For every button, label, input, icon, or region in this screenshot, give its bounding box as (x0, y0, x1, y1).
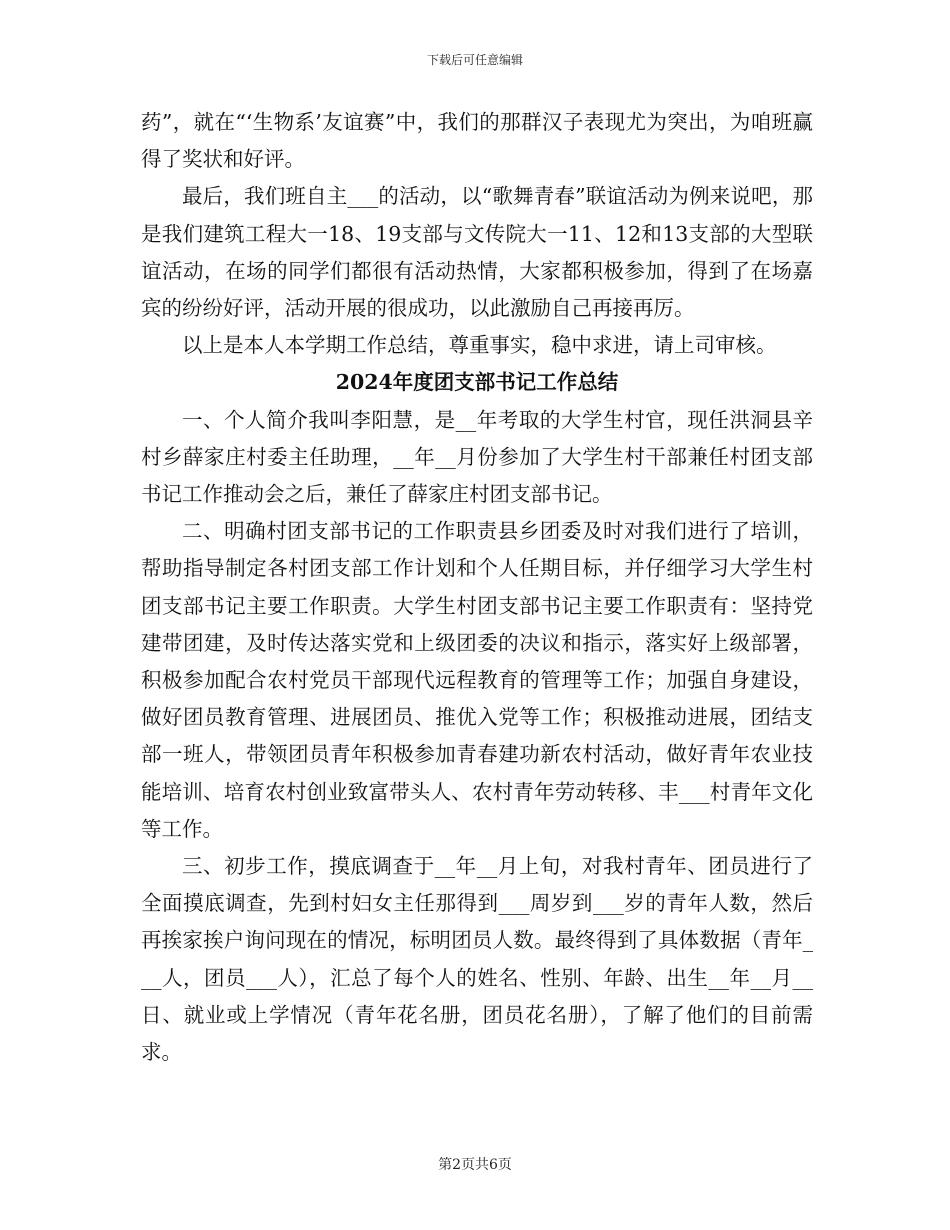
paragraph-continuation: 药”，就在“‘生物系’友谊赛”中，我们的那群汉子表现尤为突出，为咱班赢得了奖状和好评。 (141, 110, 813, 172)
page-header: 下载后可任意编辑 (426, 53, 523, 67)
paragraph-intro: 一、个人简介我叫李阳慧，是__年考取的大学生村官，现任洪洞县辛村乡薛家庄村委主任助理，__年__月份参加了大学生村干部兼任村团支部书记工作推动会之后，兼任了薛家庄村团支部书记。 (141, 407, 813, 507)
paragraph-duties: 二、明确村团支部书记的工作职责县乡团委及时对我们进行了培训，帮助指导制定各村团支部工作计划和个人任期目标，并仔细学习大学生村团支部书记主要工作职责。大学生村团支部书记主要工作职责有：坚持党建带团建，及时传达落实党和上级团委的决议和指示，落实好上级部署，积极参加配合农村党员干部现代远程教育的管理等工作；加强自身建设，做好团员教育管理、进展团员、推优入党等工作；积极推动进展，团结支部一班人，带领团员青年积极参加青春建功新农村活动，做好青年农业技能培训、培育农村创业致富带头人、农村青年劳动转移、丰___村青年文化等工作。 (141, 519, 813, 841)
paragraph-conclusion: 以上是本人本学期工作总结，尊重事实，稳中求进，请上司审核。 (182, 333, 777, 358)
page-footer: 第2页共6页 (438, 1157, 512, 1173)
section-title: 2024年度团支部书记工作总结 (335, 370, 619, 395)
document-body (141, 104, 813, 1071)
paragraph-survey: 三、初步工作，摸底调查于__年__月上旬，对我村青年、团员进行了全面摸底调查，先到村妇女主任那得到___周岁到___岁的青年人数，然后再挨家挨户询问现在的情况，标明团员人数。最终得到了具体数据（青年___人，团员___人），汇总了每个人的姓名、性别、年龄、出生__年__月__日、就业或上学情况（青年花名册，团员花名册），了解了他们的目前需求。 (141, 854, 813, 1065)
paragraph-activities: 最后，我们班自主___的活动，以“歌舞青春”联谊活动为例来说吧，那是我们建筑工程大一18、19支部与文传院大一11、12和13支部的大型联谊活动，在场的同学们都很有活动热情，大家都积极参加，得到了在场嘉宾的纷纷好评，活动开展的很成功，以此激励自己再接再厉。 (141, 184, 813, 321)
